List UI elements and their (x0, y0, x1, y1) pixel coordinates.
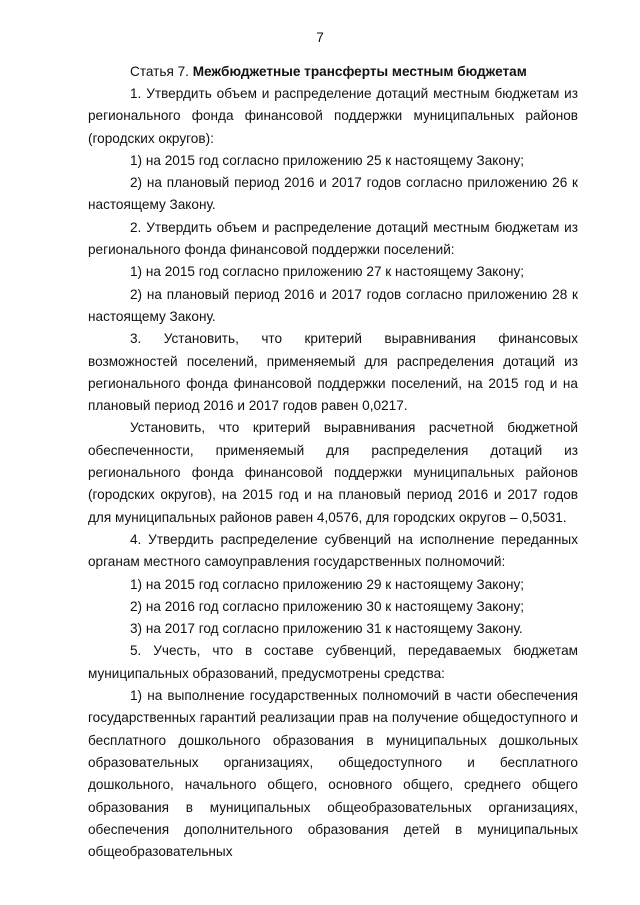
paragraph: 1. Утвердить объем и распределение дотаций местным бюджетам из регионального фонда финансовой поддержки муниципальных районов (городских округов): (88, 86, 578, 146)
page-content (88, 61, 578, 863)
article-label: Статья 7. (130, 64, 189, 79)
paragraph: 2) на плановый период 2016 и 2017 годов согласно приложению 26 к настоящему Закону. (88, 175, 578, 213)
paragraph: 3. Установить, что критерий выравнивания финансовых возможностей поселений, применяемый для распределения дотаций из регионального фонда финансовой поддержки поселений, на 2015 год и на плановый период 2016 и 2017 годов равен 0,0217. (88, 331, 578, 414)
paragraph: 2) на плановый период 2016 и 2017 годов согласно приложению 28 к настоящему Закону. (88, 286, 578, 324)
paragraph: 2) на 2016 год согласно приложению 30 к настоящему Закону; (130, 598, 525, 614)
article-heading (88, 61, 578, 83)
paragraph: 4. Утвердить распределение субвенций на исполнение переданных органам местного самоуправления государственных полномочий: (88, 531, 578, 570)
paragraph: 1) на 2015 год согласно приложению 27 к настоящему Закону; (130, 264, 525, 280)
paragraph: Установить, что критерий выравнивания расчетной бюджетной обеспеченности, применяемый для распределения дотаций из регионального фонда финансовой поддержки муниципальных районов (городских округов), на 2015 год и на плановый период 2016 и 2017 годов для муниципальных районов равен 4,0576, для городских округов – 0,5031. (88, 420, 578, 525)
paragraph: 1) на 2015 год согласно приложению 29 к настоящему Закону; (130, 576, 525, 592)
paragraph: 1) на 2015 год согласно приложению 25 к настоящему Закону; (130, 152, 525, 168)
paragraph: 2. Утвердить объем и распределение дотаций местным бюджетам из регионального фонда финансовой поддержки поселений: (88, 219, 578, 258)
article-title: Межбюджетные трансферты местным бюджетам (192, 64, 527, 79)
page-number: 7 (316, 30, 324, 45)
paragraph: 1) на выполнение государственных полномочий в части обеспечения государственных гарантий реализации прав на получение общедоступного и бесплатного дошкольного образования в муниципальных дошкольных образовательных организациях, общедоступного и бесплатного дошкольного, начального общего, основного общего, среднего общего образования в муниципальных общеобразовательных организациях, обеспечения дополнительного образования детей в муниципальных общеобразовательных (88, 688, 578, 860)
paragraph: 5. Учесть, что в составе субвенций, передаваемых бюджетам муниципальных образований, предусмотрены средства: (88, 643, 578, 681)
paragraph: 3) на 2017 год согласно приложению 31 к настоящему Закону. (130, 621, 523, 637)
